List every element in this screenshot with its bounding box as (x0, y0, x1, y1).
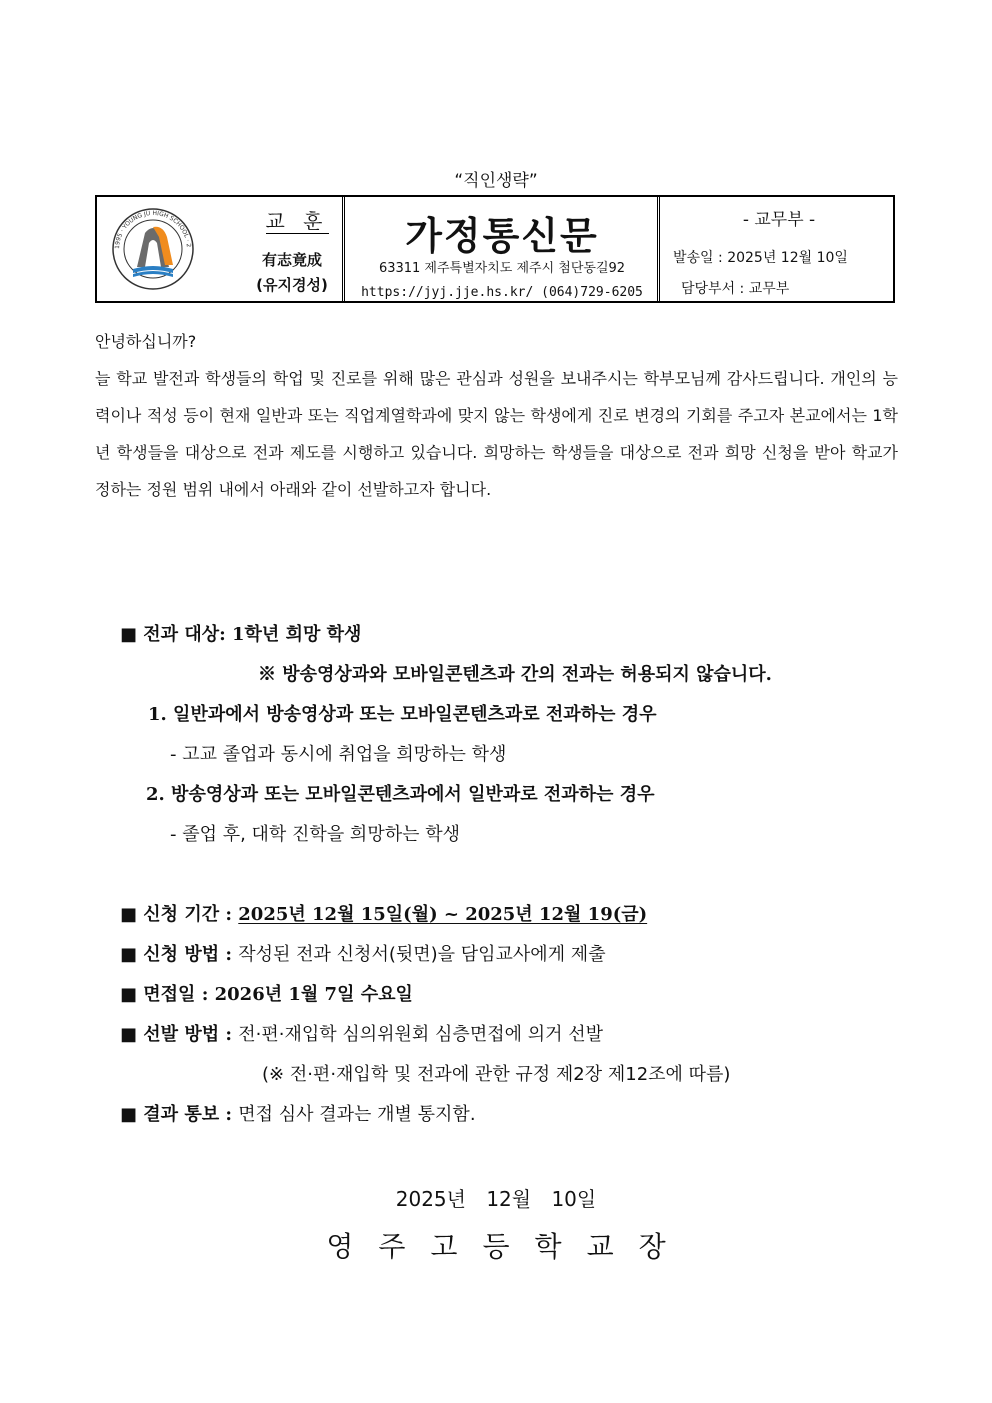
case-1-detail: - 고교 졸업과 동시에 취업을 희망하는 학생 (170, 744, 507, 765)
school-logo-icon (111, 207, 195, 291)
intro-paragraph (95, 323, 898, 508)
principal-signature: 영주고등학교장 (326, 1230, 691, 1263)
selection-method-label: ■ 선발 방법 : (120, 1024, 239, 1045)
interview-date: ■ 면접일 : 2026년 1월 7일 수요일 (120, 984, 413, 1005)
newsletter-title-cell (347, 197, 660, 301)
case-1-heading: 1. 일반과에서 방송영상과 또는 모바일콘텐츠과로 전과하는 경우 (148, 704, 657, 725)
intro-body: 늘 학교 발전과 학생들의 학업 및 진로를 위해 많은 관심과 성원을 보내주시는 학부모님께 감사드립니다. 개인의 능력이나 적성 등이 현재 일반과 또는 직업계열학과에 맞지 않는 학생에게 진로 변경의 기회를 주고자 본교에서는 1학년 학생들을 대상으로 전과 제도를 시행하고 있습니다. 희망하는 학생들을 대상으로 전과 희망 신청을 받아 학교가 정하는 정원 범위 내에서 아래와 같이 선발하고자 합니다. (95, 369, 898, 499)
department-label: - 교무부 - (742, 210, 816, 230)
motto-cell (97, 197, 345, 301)
owner-department: 담당부서 : 교무부 (681, 281, 790, 297)
greeting: 안녕하십니까? (95, 332, 197, 351)
selection-note: (※ 전·편·재입학 및 전과에 관한 규정 제2장 제12조에 따름) (262, 1064, 731, 1085)
selection-method (120, 1020, 603, 1046)
case-2-detail: - 졸업 후, 대학 진학을 희망하는 학생 (170, 824, 460, 845)
application-method-label: ■ 신청 방법 : (120, 944, 239, 965)
school-address: 63311 제주특별자치도 제주시 첨단동길92 (378, 261, 626, 276)
application-period (120, 900, 647, 926)
target-heading: ■ 전과 대상: 1학년 희망 학생 (120, 624, 362, 645)
selection-method-value: 전·편·재입학 심의위원회 심층면접에 의거 선발 (238, 1024, 603, 1045)
newsletter-header (95, 195, 895, 303)
motto-title: 교 훈 (265, 209, 329, 233)
motto-hanja: 有志竟成 (261, 251, 322, 269)
svg-text:1995 · YOUNG JU HIGH SCHOOL ·: 1995 · YOUNG JU HIGH SCHOOL · 2 (113, 209, 192, 250)
target-note: ※ 방송영상과와 모바일콘텐츠과 간의 전과는 허용되지 않습니다. (258, 664, 772, 685)
newsletter-title: 가정통신문 (405, 214, 599, 258)
issue-info-cell (663, 197, 895, 301)
issue-date: 발송일 : 2025년 12월 10일 (673, 250, 848, 266)
stamp-omitted-note: “직인생략” (454, 171, 538, 191)
application-method-value: 작성된 전과 신청서(뒷면)을 담임교사에게 제출 (238, 944, 606, 965)
motto-korean: (유지경성) (256, 276, 328, 294)
result-notice-value: 면접 심사 결과는 개별 통지함. (238, 1104, 476, 1125)
footer-date: 2025년 12월 10일 (395, 1187, 597, 1211)
application-method (120, 940, 606, 966)
result-notice-label: ■ 결과 통보 : (120, 1104, 239, 1125)
school-contact: https://jyj.jje.hs.kr/ (064)729-6205 (361, 285, 643, 300)
result-notice (120, 1100, 476, 1126)
application-period-value: 2025년 12월 15일(월) ~ 2025년 12월 19(금) (238, 904, 648, 925)
case-2-heading: 2. 방송영상과 또는 모바일콘텐츠과에서 일반과로 전과하는 경우 (146, 784, 655, 805)
application-period-label: ■ 신청 기간 : (120, 904, 239, 925)
